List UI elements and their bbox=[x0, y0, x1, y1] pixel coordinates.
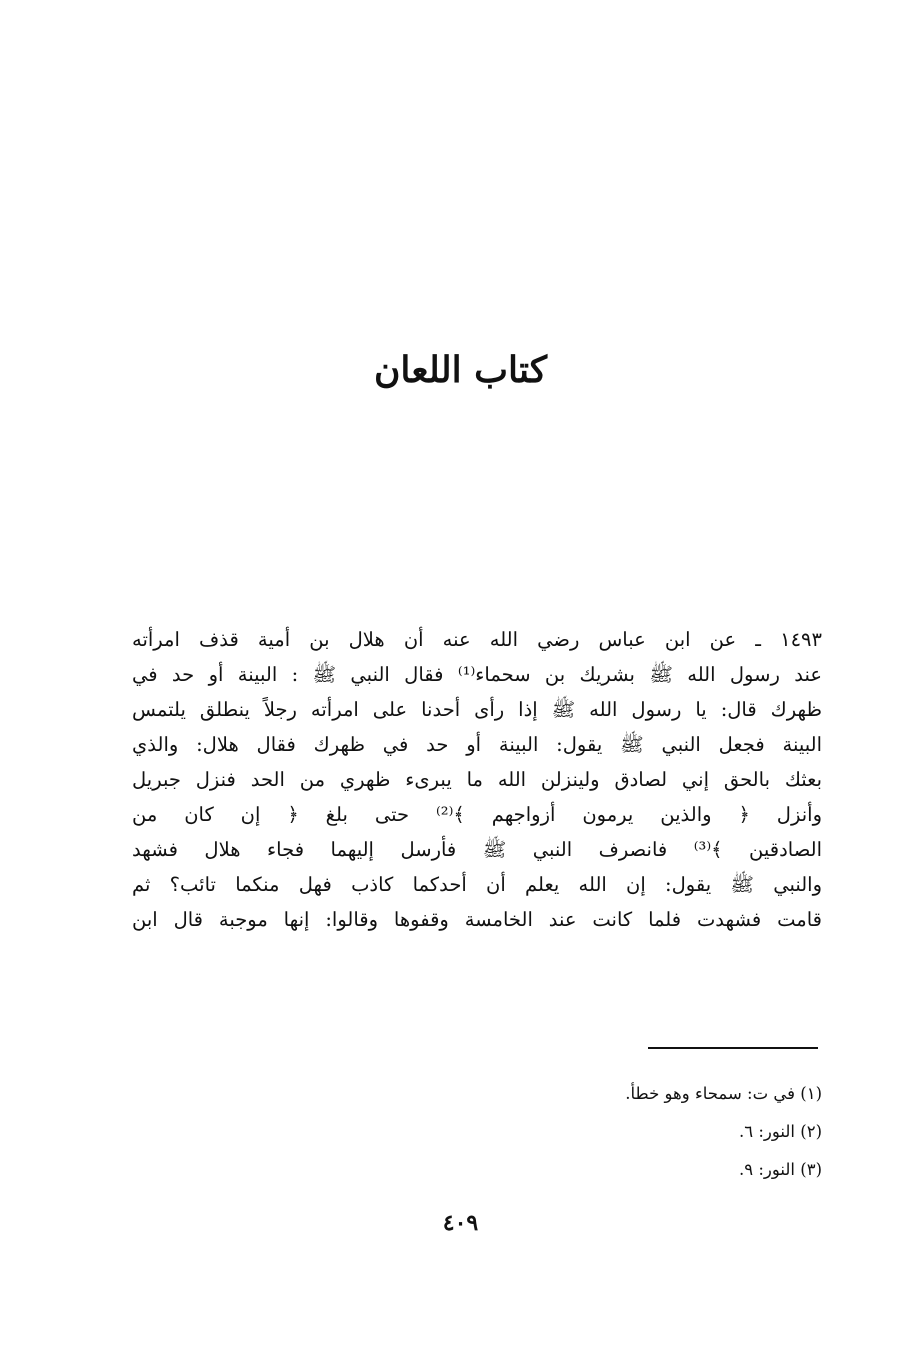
footnote-divider bbox=[648, 1047, 818, 1049]
text-line: وأنزل ﴿ والذين يرمون أزواجهم ﴾⁽²⁾ حتى بلغ ﴿ إن كان من bbox=[132, 803, 822, 826]
text-line: عند رسول الله ﷺ بشريك بن سحماء⁽¹⁾ فقال النبي ﷺ : البينة أو حد في bbox=[132, 663, 822, 686]
text-line: والنبي ﷺ يقول: إن الله يعلم أن أحدكما كاذب فهل منكما تائب؟ ثم bbox=[132, 873, 822, 896]
text-line: ١٤٩٣ ـ عن ابن عباس رضي الله عنه أن هلال بن أمية قذف امرأته bbox=[132, 628, 822, 651]
footnotes bbox=[132, 1075, 822, 1189]
text-line: البينة فجعل النبي ﷺ يقول: البينة أو حد في ظهرك فقال هلال: والذي bbox=[132, 733, 822, 756]
footnote: (١) في ت: سمحاء وهو خطأ. bbox=[625, 1084, 822, 1103]
page-number: ٤٠٩ bbox=[442, 1210, 479, 1236]
text-line: قامت فشهدت فلما كانت عند الخامسة وقفوها وقالوا: إنها موجبة قال ابن bbox=[132, 908, 822, 931]
text-line: ظهرك قال: يا رسول الله ﷺ إذا رأى أحدنا على امرأته رجلاً ينطلق يلتمس bbox=[132, 698, 822, 721]
footnote: (٢) النور: ٦. bbox=[738, 1122, 822, 1141]
text-line: الصادقين ﴾⁽³⁾ فانصرف النبي ﷺ فأرسل إليهما فجاء هلال فشهد bbox=[132, 838, 822, 861]
footnote: (٣) النور: ٩. bbox=[738, 1160, 822, 1179]
hadith-text bbox=[132, 622, 822, 937]
text-line: بعثك بالحق إني لصادق ولينزلن الله ما يبرىء ظهري من الحد فنزل جبريل bbox=[132, 768, 822, 791]
chapter-title: كتاب اللعان bbox=[373, 349, 548, 391]
